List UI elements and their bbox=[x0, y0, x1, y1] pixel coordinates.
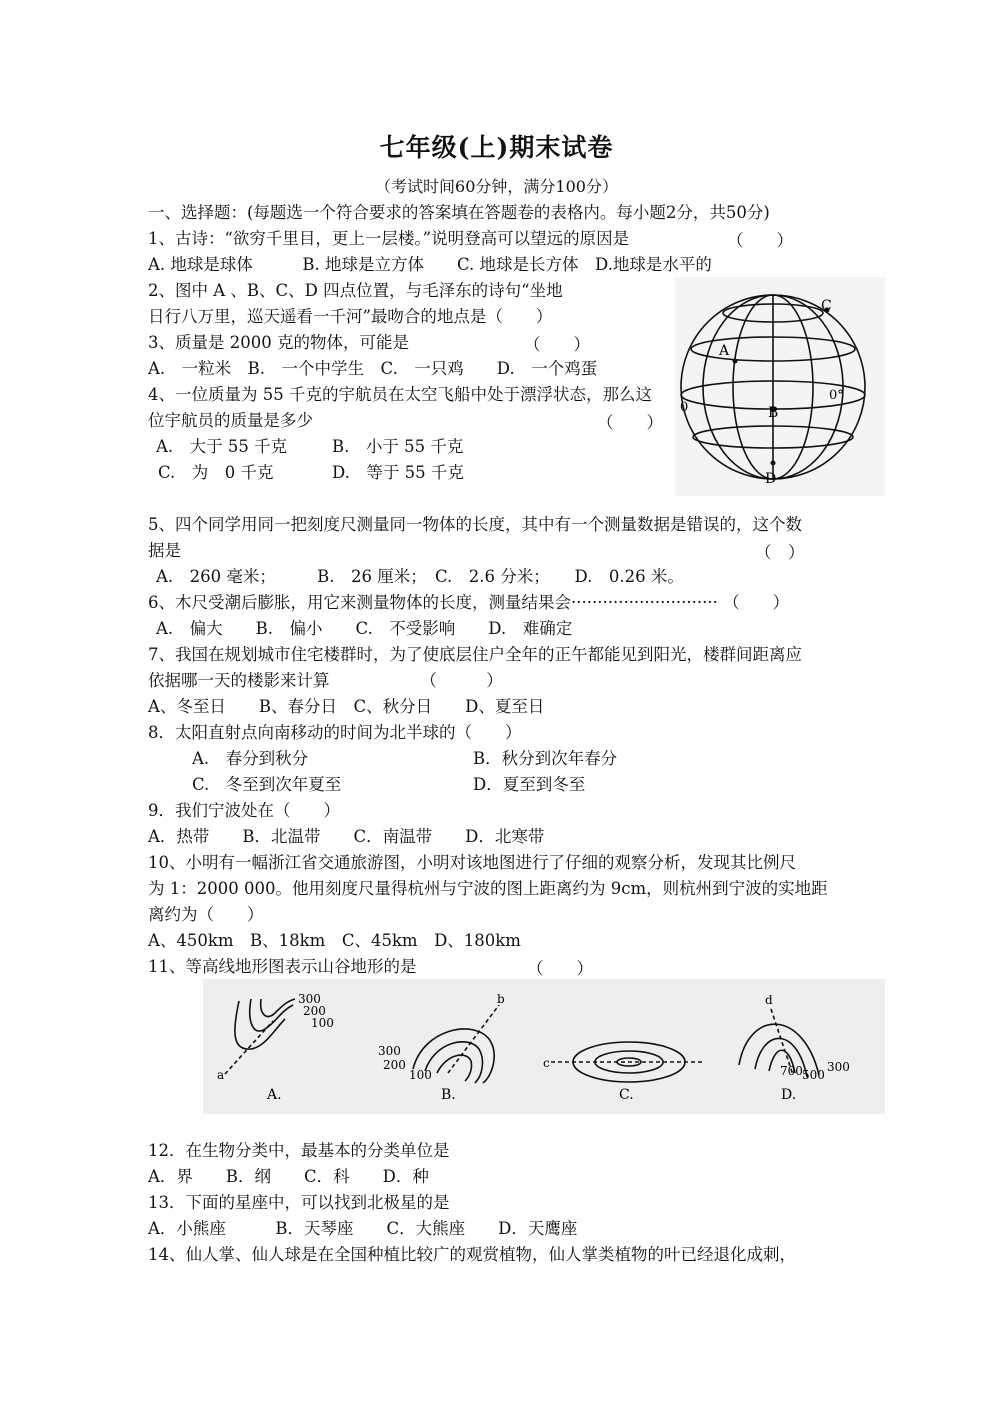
globe-label-b: B bbox=[768, 405, 779, 421]
q9-stem: 9．我们宁波处在（ ） bbox=[148, 801, 340, 820]
q13-stem: 13．下面的星座中，可以找到北极星的是 bbox=[148, 1193, 450, 1212]
q10-options: A、450km B、18km C、45km D、180km bbox=[148, 931, 521, 950]
q3-options: A. 一粒米 B. 一个中学生 C. 一只鸡 D. 一个鸡蛋 bbox=[148, 359, 598, 378]
q5-stem-1: 5、四个同学用同一把刻度尺测量同一物体的长度，其中有一个测量数据是错误的，这个数 bbox=[148, 515, 802, 534]
contour-b-caption: B. bbox=[441, 1087, 456, 1103]
contour-a-point: a bbox=[217, 1068, 225, 1082]
q12-stem: 12．在生物分类中，最基本的分类单位是 bbox=[148, 1141, 450, 1160]
q6-options: A. 偏大 B. 偏小 C. 不受影响 D. 难确定 bbox=[156, 619, 573, 638]
q8-option-c: C. 冬至到次年夏至 bbox=[192, 775, 342, 794]
q5-options: A. 260 毫米； B. 26 厘米； C. 2.6 分米； D. 0.26 米。 bbox=[156, 567, 684, 586]
q7-options: A、冬至日 B、春分日 C、秋分日 D、夏至日 bbox=[148, 697, 545, 716]
q4-option-c: C. 为 0 千克 bbox=[158, 463, 274, 482]
q10-stem-1: 10、小明有一幅浙江省交通旅游图，小明对该地图进行了仔细的观察分析，发现其比例尺 bbox=[148, 853, 796, 872]
q9-options: A．热带 B．北温带 C．南温带 D．北寒带 bbox=[148, 827, 545, 846]
globe-label-d: D bbox=[765, 471, 777, 487]
contour-b-label-200: 200 bbox=[383, 1058, 406, 1072]
globe-figure bbox=[675, 277, 885, 496]
contour-a-caption: A. bbox=[267, 1087, 282, 1103]
globe-label-a: A bbox=[719, 343, 730, 359]
contour-d-label-700: 700 bbox=[780, 1064, 803, 1078]
q4-option-a: A. 大于 55 千克 bbox=[156, 437, 288, 456]
exam-info: （考试时间60分钟，满分100分） bbox=[375, 177, 618, 196]
q4-option-b: B. 小于 55 千克 bbox=[332, 437, 464, 456]
globe-label-c: C bbox=[821, 298, 832, 314]
q1-options: A. 地球是球体 B. 地球是立方体 C. 地球是长方体 D.地球是水平的 bbox=[148, 255, 712, 274]
q5-stem-2: 据是 bbox=[148, 541, 181, 560]
contour-a-label-200: 200 bbox=[303, 1004, 326, 1018]
contour-d-point: d bbox=[765, 993, 773, 1007]
globe-label-0-left: 0 bbox=[680, 400, 689, 415]
q11-stem: 11、等高线地形图表示山谷地形的是 bbox=[148, 957, 417, 976]
q4-stem-2: 位宇航员的质量是多少 bbox=[148, 411, 313, 430]
globe-background bbox=[675, 277, 885, 496]
q3-answer-paren: （ ） bbox=[524, 335, 590, 354]
contour-b-label-300: 300 bbox=[378, 1044, 401, 1058]
page-title: 七年级(上)期末试卷 bbox=[379, 133, 614, 162]
q7-stem-2: 依据哪一天的楼影来计算 （ ） bbox=[148, 671, 503, 690]
q4-answer-paren: （ ） bbox=[597, 413, 663, 432]
q5-answer-paren: （ ） bbox=[755, 543, 805, 562]
q2-stem-1: 2、图中 A 、B、C、D 四点位置，与毛泽东的诗句“坐地 bbox=[148, 281, 563, 300]
q11-answer-paren: （ ） bbox=[527, 959, 593, 978]
contour-d-caption: D. bbox=[781, 1087, 797, 1103]
q8-option-a: A. 春分到秋分 bbox=[192, 749, 309, 768]
q8-stem: 8．太阳直射点向南移动的时间为北半球的（ ） bbox=[148, 723, 522, 742]
q1-stem: 1、古诗：“欲穷千里目，更上一层楼。”说明登高可以望远的原因是 bbox=[148, 229, 630, 248]
contour-figure bbox=[203, 979, 885, 1114]
contour-d-label-300: 300 bbox=[827, 1060, 850, 1074]
contour-a-label-300: 300 bbox=[298, 992, 321, 1006]
q6-stem: 6、木尺受潮后膨胀，用它来测量物体的长度，测量结果会···························· （ ） bbox=[148, 593, 790, 612]
q12-options: A．界 B．纲 C．科 D．种 bbox=[148, 1167, 429, 1186]
contour-c-caption: C. bbox=[619, 1087, 634, 1103]
q4-option-d: D. 等于 55 千克 bbox=[332, 463, 464, 482]
q1-answer-paren: （ ） bbox=[727, 231, 793, 250]
q10-stem-3: 离约为（ ） bbox=[148, 905, 264, 924]
q3-stem: 3、质量是 2000 克的物体，可能是 bbox=[148, 333, 409, 352]
contour-b-point: b bbox=[497, 992, 505, 1006]
q8-option-d: D．夏至到冬至 bbox=[473, 775, 586, 794]
contour-b-label-100: 100 bbox=[409, 1068, 432, 1082]
q2-stem-2: 日行八万里，巡天遥看一千河”最吻合的地点是（ ） bbox=[148, 307, 553, 326]
contour-c-point: c bbox=[543, 1056, 550, 1070]
q8-option-b: B．秋分到次年春分 bbox=[473, 749, 618, 768]
contour-a-label-100: 100 bbox=[311, 1016, 334, 1030]
q14-stem: 14、仙人掌、仙人球是在全国种植比较广的观赏植物，仙人掌类植物的叶已经退化成刺， bbox=[148, 1245, 796, 1264]
globe-point-d bbox=[771, 461, 776, 466]
q13-options: A．小熊座 B．天琴座 C．大熊座 D．天鹰座 bbox=[148, 1219, 578, 1238]
q4-stem-1: 4、一位质量为 55 千克的宇航员在太空飞船中处于漂浮状态，那么这 bbox=[148, 385, 652, 404]
contour-d-label-500: 500 bbox=[802, 1068, 825, 1082]
section-heading: 一、选择题：(每题选一个符合要求的答案填在答题卷的表格内。每小题2分，共50分) bbox=[148, 203, 770, 222]
globe-point-a bbox=[733, 359, 738, 364]
q7-stem-1: 7、我国在规划城市住宅楼群时，为了使底层住户全年的正午都能见到阳光，楼群间距离应 bbox=[148, 645, 802, 664]
q10-stem-2: 为 1：2000 000。他用刻度尺量得杭州与宁波的图上距离约为 9cm，则杭州到宁波的实地距 bbox=[148, 879, 828, 898]
globe-label-0-right: 0° bbox=[829, 388, 844, 403]
